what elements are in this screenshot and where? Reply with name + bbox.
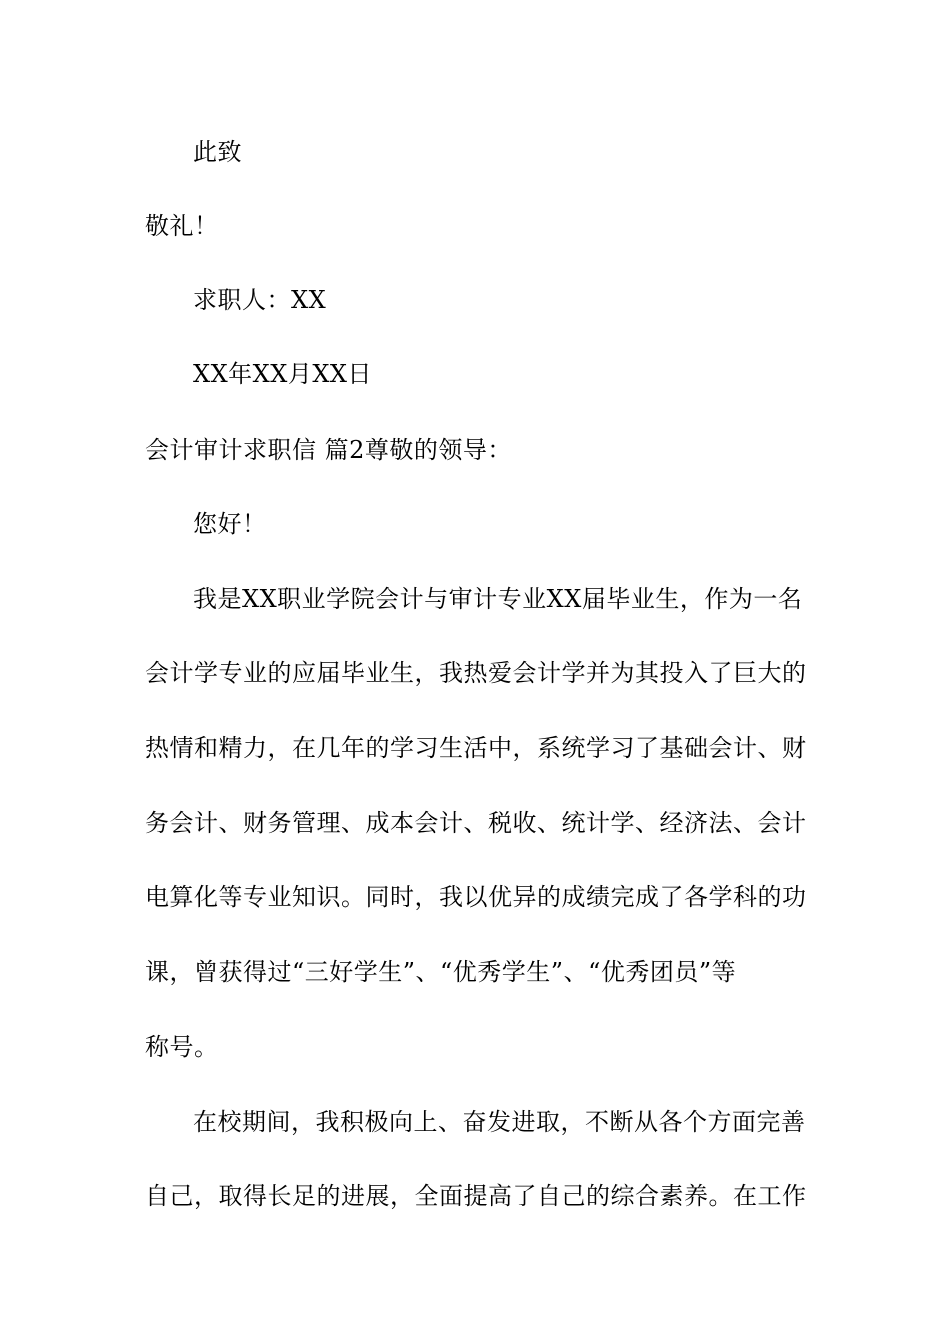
paragraph-line: 称号。 xyxy=(145,1033,219,1061)
paragraph-line: 热情和精力，在几年的学习生活中，系统学习了基础会计、财 xyxy=(145,734,807,762)
paragraph-line: 课，曾获得过“三好学生”、“优秀学生”、“优秀团员”等 xyxy=(145,958,737,986)
paragraph-line: 我是XX职业学院会计与审计专业XX届毕业生，作为一名 xyxy=(193,585,803,613)
date: XX年XX月XX日 xyxy=(193,360,373,388)
paragraph-line: 自己，取得长足的进展，全面提高了自己的综合素养。在工作 xyxy=(145,1182,807,1210)
paragraph-line: 会计学专业的应届毕业生，我热爱会计学并为其投入了巨大的 xyxy=(145,659,807,687)
signature: 求职人：XX xyxy=(193,286,327,314)
greeting: 您好！ xyxy=(193,510,267,538)
paragraph-line: 电算化等专业知识。同时，我以优异的成绩完成了各学科的功 xyxy=(145,883,807,911)
paragraph-line: 务会计、财务管理、成本会计、税收、统计学、经济法、会计 xyxy=(145,809,807,837)
letter-heading: 会计审计求职信 篇2尊敬的领导： xyxy=(145,436,512,464)
closing-salute: 此致 xyxy=(193,138,242,166)
closing-regards: 敬礼！ xyxy=(145,212,219,240)
paragraph-line: 在校期间，我积极向上、奋发进取，不断从各个方面完善 xyxy=(193,1108,806,1136)
